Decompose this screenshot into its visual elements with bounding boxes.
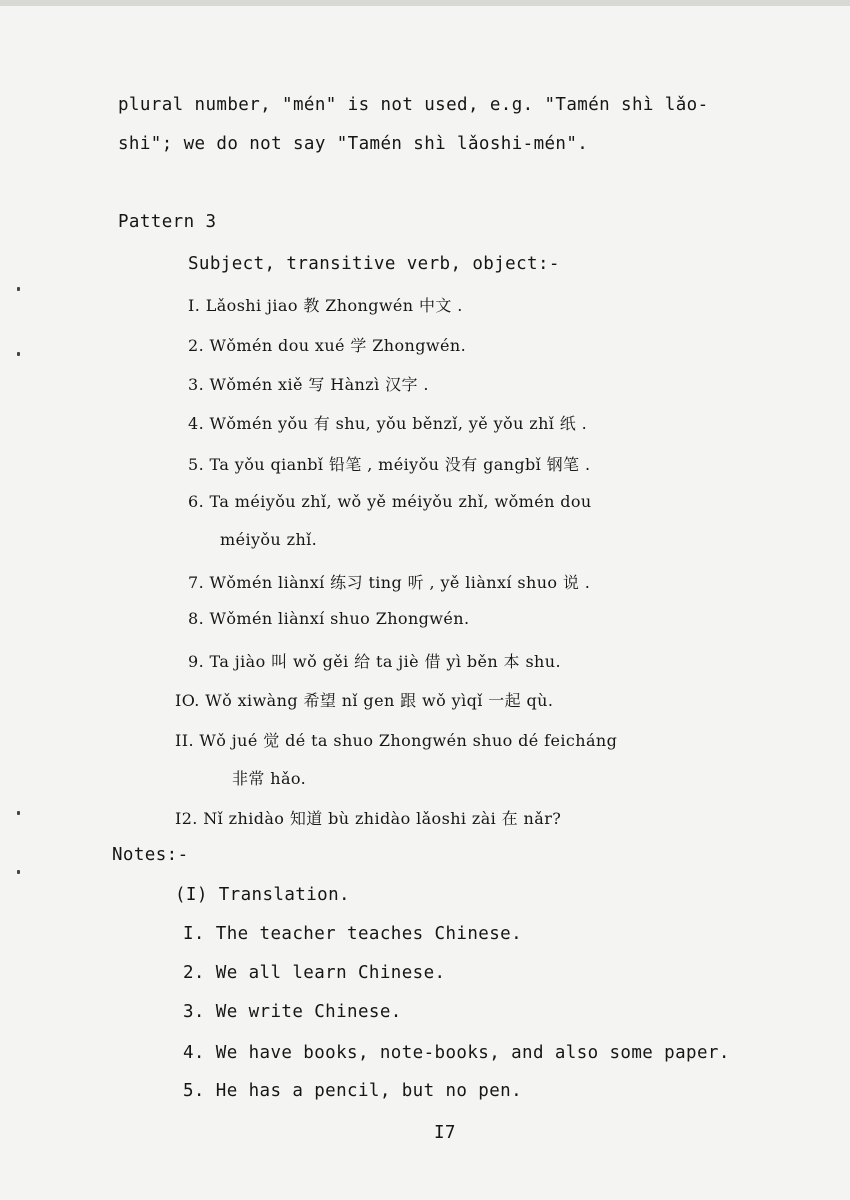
- margin-speck: [17, 811, 20, 815]
- page-top-edge: [0, 0, 850, 6]
- translation-5: 5. He has a pencil, but no pen.: [183, 1081, 523, 1101]
- intro-line-2: shi"; we do not say "Tamén shì lǎoshi-mén".: [118, 134, 589, 154]
- sentence-12: I2. Nǐ zhidào 知道 bù zhidào lǎoshi zài 在 nǎr?: [175, 809, 562, 828]
- sentence-11: II. Wǒ jué 觉 dé ta shuo Zhongwén shuo dé feicháng: [175, 731, 618, 750]
- sentence-6-continued: méiyǒu zhǐ.: [220, 530, 318, 549]
- notes-heading: Notes:-: [112, 845, 189, 865]
- sentence-1: I. Lǎoshi jiao 教 Zhongwén 中文 .: [188, 296, 463, 315]
- sentence-3: 3. Wǒmén xiě 写 Hànzì 汉字 .: [188, 375, 429, 394]
- sentence-8: 8. Wǒmén liànxí shuo Zhongwén.: [188, 609, 470, 628]
- margin-speck: [17, 287, 20, 291]
- sentence-4: 4. Wǒmén yǒu 有 shu, yǒu běnzǐ, yě yǒu zhǐ 纸 .: [188, 414, 588, 433]
- pattern-heading: Pattern 3: [118, 212, 217, 232]
- sentence-2: 2. Wǒmén dou xué 学 Zhongwén.: [188, 336, 467, 355]
- translation-4: 4. We have books, note-books, and also some paper.: [183, 1043, 730, 1063]
- sentence-10: IO. Wǒ xiwàng 希望 nǐ gen 跟 wǒ yìqǐ 一起 qù.: [175, 691, 554, 710]
- translation-2: 2. We all learn Chinese.: [183, 963, 446, 983]
- sentence-9: 9. Ta jiào 叫 wǒ gěi 给 ta jiè 借 yì běn 本 shu.: [188, 652, 561, 671]
- translation-3: 3. We write Chinese.: [183, 1002, 402, 1022]
- sentence-6: 6. Ta méiyǒu zhǐ, wǒ yě méiyǒu zhǐ, wǒmén dou: [188, 492, 592, 511]
- pattern-structure: Subject, transitive verb, object:-: [188, 254, 560, 274]
- sentence-7: 7. Wǒmén liànxí 练习 ting 听 , yě liànxí shuo 说 .: [188, 573, 591, 592]
- translation-heading: (I) Translation.: [175, 885, 350, 905]
- intro-line-1: plural number, "mén" is not used, e.g. "Tamén shì lǎo-: [118, 95, 709, 115]
- sentence-5: 5. Ta yǒu qianbǐ 铅笔 , méiyǒu 没有 gangbǐ 钢笔 .: [188, 455, 591, 474]
- translation-1: I. The teacher teaches Chinese.: [183, 924, 523, 944]
- page-number: I7: [434, 1123, 456, 1143]
- margin-speck: [17, 352, 20, 356]
- margin-speck: [17, 870, 20, 874]
- sentence-11-continued: 非常 hǎo.: [232, 769, 307, 788]
